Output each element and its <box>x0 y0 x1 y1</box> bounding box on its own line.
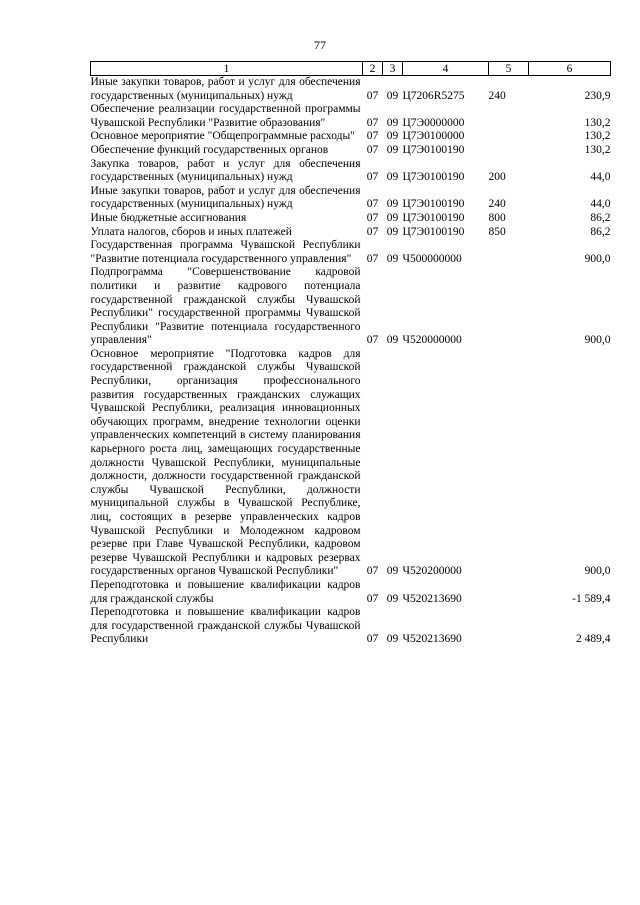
table-header-row <box>91 62 611 76</box>
table-row <box>91 579 611 606</box>
table-row <box>91 130 611 144</box>
row-expense-type <box>489 239 529 266</box>
header-col-1: 1 <box>91 62 363 76</box>
row-name: Подпрограмма "Совершенствование кадровой политики и развитие кадрового потенциала государственной гражданской службы Чувашской Республики" государственной программы Чувашской Республики "Развитие потенциала государственного управления" <box>90 266 361 347</box>
header-col-3: 3 <box>383 62 403 76</box>
row-section: 07 <box>366 592 379 605</box>
row-expense-type: 800 <box>488 211 506 224</box>
row-amount: 2 489,4 <box>576 633 611 646</box>
row-amount: 900,0 <box>584 334 611 347</box>
row-target-article: Ч520200000 <box>402 565 462 578</box>
row-amount: 86,2 <box>590 211 611 224</box>
row-expense-type <box>489 103 529 130</box>
row-target-article: Ц7Э0100190 <box>402 143 465 156</box>
row-subsection: 09 <box>386 225 399 238</box>
row-subsection: 09 <box>386 211 399 224</box>
row-section: 07 <box>366 633 379 646</box>
row-expense-type <box>489 130 529 144</box>
row-name: Основное мероприятие "Подготовка кадров для государственной гражданской службы Чувашской Республики, организация профессионального развития государственных гражданских служащих Чувашской Республики, реализация инновационных обучающих программ, внедрение технологии оценки управленческих компетенций в систему планирования карьерного роста лиц, замещающих государственные должности Чувашской Республики, муниципальные должности, должности государственной гражданской службы Чувашской Республики, должности муниципальной службы в Чувашской Республике, лиц, состоящих в резерве управленческих кадров Чувашской Республики и Молодежном кадровом резерве при Главе Чувашской Республики, кадровом резерве Чувашской Республики и кадровых резервах государственных органов Чувашской Республики" <box>90 347 361 578</box>
row-section: 07 <box>366 116 379 129</box>
row-target-article: Ц7Э0100190 <box>402 198 465 211</box>
row-expense-type <box>489 266 529 348</box>
row-amount: 130,2 <box>584 116 611 129</box>
row-name: Иные закупки товаров, работ и услуг для обеспечения государственных (муниципальных) нужд <box>90 184 361 211</box>
table-body <box>91 76 611 647</box>
row-section: 07 <box>366 89 379 102</box>
table-row <box>91 76 611 104</box>
row-section: 07 <box>366 198 379 211</box>
row-amount: 900,0 <box>584 252 611 265</box>
row-amount: 130,2 <box>584 130 611 143</box>
row-section: 07 <box>366 211 379 224</box>
row-subsection: 09 <box>386 592 399 605</box>
row-subsection: 09 <box>386 198 399 211</box>
table-row <box>91 185 611 212</box>
row-amount: 44,0 <box>590 171 611 184</box>
row-subsection: 09 <box>386 116 399 129</box>
row-amount: 86,2 <box>590 225 611 238</box>
row-target-article: Ч500000000 <box>402 252 462 265</box>
row-target-article: Ц7Э0100000 <box>402 130 465 143</box>
row-subsection: 09 <box>386 633 399 646</box>
row-section: 07 <box>366 130 379 143</box>
header-col-2: 2 <box>363 62 383 76</box>
row-expense-type: 240 <box>488 198 506 211</box>
header-col-4: 4 <box>403 62 489 76</box>
page-number: 77 <box>314 38 326 52</box>
header-col-6: 6 <box>529 62 611 76</box>
row-expense-type <box>489 348 529 579</box>
row-name: Переподготовка и повышение квалификации кадров для гражданской службы <box>90 578 361 605</box>
row-subsection: 09 <box>386 565 399 578</box>
row-name: Уплата налогов, сборов и иных платежей <box>90 225 292 238</box>
row-expense-type <box>489 606 529 647</box>
row-name: Иные бюджетные ассигнования <box>90 211 247 224</box>
row-name: Обеспечение реализации государственной программы Чувашской Республики "Развитие образования" <box>90 103 361 129</box>
budget-table <box>90 61 611 647</box>
header-col-5: 5 <box>489 62 529 76</box>
row-target-article: Ц7Э0000000 <box>402 116 465 129</box>
row-expense-type: 240 <box>488 89 506 102</box>
row-target-article: Ц7Э0100190 <box>402 211 465 224</box>
row-section: 07 <box>366 225 379 238</box>
row-target-article: Ц7Э0100190 <box>402 225 465 238</box>
row-name: Иные закупки товаров, работ и услуг для обеспечения государственных (муниципальных) нужд <box>90 76 361 102</box>
row-target-article: Ц7Э0100190 <box>402 171 465 184</box>
table-row <box>91 606 611 647</box>
table-row <box>91 158 611 185</box>
row-subsection: 09 <box>386 334 399 347</box>
row-target-article: Ц7206R5275 <box>402 89 465 102</box>
row-subsection: 09 <box>386 130 399 143</box>
row-expense-type: 850 <box>488 225 506 238</box>
row-subsection: 09 <box>386 143 399 156</box>
row-subsection: 09 <box>386 171 399 184</box>
row-name: Переподготовка и повышение квалификации кадров для государственной гражданской службы Чувашской Республики <box>90 606 361 646</box>
row-subsection: 09 <box>386 252 399 265</box>
row-target-article: Ч520000000 <box>402 334 462 347</box>
row-section: 07 <box>366 171 379 184</box>
row-amount: 130,2 <box>584 143 611 156</box>
row-name: Закупка товаров, работ и услуг для обеспечения государственных (муниципальных) нужд <box>90 157 361 184</box>
row-amount: 44,0 <box>590 198 611 211</box>
row-expense-type <box>489 144 529 158</box>
row-name: Основное мероприятие "Общепрограммные расходы" <box>90 130 355 143</box>
table-row <box>91 212 611 226</box>
row-section: 07 <box>366 252 379 265</box>
row-name: Государственная программа Чувашской Республики "Развитие потенциала государственного управления" <box>90 239 361 265</box>
row-amount: -1 589,4 <box>572 592 611 605</box>
row-amount: 230,9 <box>584 89 611 102</box>
table-row <box>91 144 611 158</box>
table-row <box>91 266 611 348</box>
row-target-article: Ч520213690 <box>402 592 462 605</box>
row-target-article: Ч520213690 <box>402 633 462 646</box>
table-row <box>91 348 611 579</box>
row-amount: 900,0 <box>584 565 611 578</box>
row-expense-type <box>489 579 529 606</box>
row-subsection: 09 <box>386 89 399 102</box>
row-section: 07 <box>366 143 379 156</box>
table-row <box>91 103 611 130</box>
row-section: 07 <box>366 565 379 578</box>
table-row <box>91 239 611 266</box>
row-expense-type: 200 <box>488 171 506 184</box>
table-row <box>91 226 611 240</box>
row-section: 07 <box>366 334 379 347</box>
row-name: Обеспечение функций государственных органов <box>90 143 329 156</box>
